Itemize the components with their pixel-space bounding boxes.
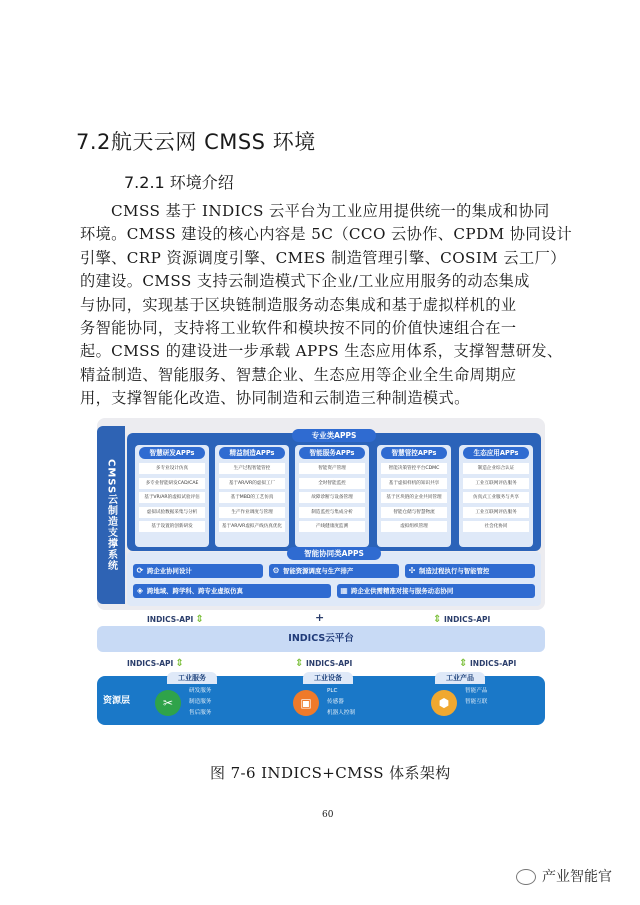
section-heading: 7.2航天云网 CMSS 环境	[76, 130, 316, 154]
column-title: 智慧管控APPs	[381, 447, 447, 459]
up-down-arrow-icon: ⇕	[195, 614, 204, 625]
resource-item: 传感器	[327, 699, 344, 705]
body-paragraph	[80, 200, 573, 411]
api-label-text: INDICS-API	[470, 659, 517, 668]
api-label	[147, 614, 204, 625]
app-item: 生产过程智能管控	[219, 463, 285, 474]
collab-item-label: 跨企业供需精准对接与服务动态协同	[351, 587, 454, 595]
paragraph-line: 务智能协同，支持将工业软件和模块按不同的价值快速组合在一	[80, 319, 517, 338]
resource-layer	[97, 676, 545, 725]
architecture-diagram	[97, 418, 545, 725]
resource-title: 工业服务	[167, 672, 217, 684]
app-item: 基于虚拟样机的知识共享	[381, 478, 447, 489]
resource-item: PLC	[327, 688, 338, 694]
resource-item: 研发服务	[189, 688, 212, 694]
app-column	[135, 445, 209, 547]
app-item: 社会化协同	[463, 521, 529, 532]
up-down-arrow-icon: ⇕	[459, 658, 468, 669]
api-label	[457, 658, 516, 669]
grid-icon: ▦	[340, 586, 348, 595]
resource-item: 智能产品	[465, 688, 488, 694]
app-item: 虚拟组织管理	[381, 521, 447, 532]
app-item: 基于AR/VR的虚拟工厂	[219, 478, 285, 489]
professional-apps-label: 专业类APPS	[292, 429, 376, 442]
app-item: 工业互联网评估服务	[463, 478, 529, 489]
app-item: 多专业设计仿真	[139, 463, 205, 474]
app-column	[459, 445, 533, 547]
collab-item-label: 智能资源调度与生产排产	[283, 567, 354, 575]
page-number: 60	[322, 810, 334, 820]
plus-sign: +	[315, 611, 325, 624]
app-item: 生产作业调度与管理	[219, 507, 285, 518]
resource-layer-label: 资源层	[103, 696, 131, 706]
cube-icon: ⬢	[431, 690, 457, 716]
api-label-text: INDICS-API	[147, 615, 194, 624]
api-label	[293, 658, 352, 669]
network-icon: ✣	[408, 566, 416, 575]
api-label-text: INDICS-API	[306, 659, 353, 668]
app-item: 基于设置的创新研发	[139, 521, 205, 532]
professional-apps-area	[127, 433, 541, 551]
collab-item	[133, 564, 263, 578]
wechat-icon	[516, 869, 536, 885]
app-item: 虚拟试验数据采集与分析	[139, 507, 205, 518]
app-item: 智能仓储与智慧物流	[381, 507, 447, 518]
collab-apps-label: 智能协同类APPS	[287, 547, 381, 560]
up-down-arrow-icon: ⇕	[295, 658, 304, 669]
collab-item-label: 跨地域、跨学科、跨专业虚拟仿真	[147, 587, 243, 595]
collab-item	[269, 564, 399, 578]
paragraph-line: 的建设。CMSS 支持云制造模式下企业/工业应用服务的动态集成	[80, 272, 530, 291]
resource-item: 制造服务	[189, 699, 212, 705]
app-column	[295, 445, 369, 547]
paragraph-line: 环境。CMSS 建设的核心内容是 5C（CCO 云协作、CPDM 协同设计	[80, 225, 573, 244]
app-item: 全时智能监控	[299, 478, 365, 489]
app-item: 基于VR/AR的虚拟试验评估	[139, 492, 205, 503]
api-label-text: INDICS-API	[127, 659, 174, 668]
app-column	[215, 445, 289, 547]
up-down-arrow-icon: ⇕	[433, 614, 442, 625]
app-item: 制造企业综合认证	[463, 463, 529, 474]
api-label	[127, 658, 184, 669]
watermark-text: 产业智能官	[542, 869, 612, 885]
column-title: 智能服务APPs	[299, 447, 365, 459]
indics-platform: INDICS云平台	[97, 626, 545, 652]
paragraph-line: CMSS 基于 INDICS 云平台为工业应用提供统一的集成和协同	[111, 202, 550, 220]
app-item: 基于AR/VR虚拟产线仿真优化	[219, 521, 285, 532]
subsection-heading: 7.2.1 环境介绍	[124, 173, 234, 192]
up-down-arrow-icon: ⇕	[175, 658, 184, 669]
collab-item-label: 制造过程执行与智能管控	[419, 567, 490, 575]
figure-caption: 图 7-6 INDICS+CMSS 体系架构	[210, 764, 451, 782]
paragraph-line: 与协同，实现基于区块链制造服务动态集成和基于虚拟样机的业	[80, 295, 517, 314]
app-item: 智能资产管理	[299, 463, 365, 474]
monitor-icon: ▣	[293, 690, 319, 716]
cmss-layer	[97, 418, 545, 610]
paragraph-line: 引擎、CRP 资源调度引擎、CMES 制造管理引擎、COSIM 云工厂）	[80, 248, 566, 267]
column-title: 智慧研发APPs	[139, 447, 205, 459]
resource-column	[431, 674, 543, 722]
paragraph-line: 起。CMSS 的建设进一步承载 APPS 生态应用体系，支撑智慧研发、	[80, 342, 563, 361]
watermark	[516, 866, 612, 886]
resource-item: 智能互联	[465, 699, 488, 705]
collab-item	[405, 564, 535, 578]
app-item: 仿真式工业服务与共享	[463, 492, 529, 503]
app-item: 产线健康度监测	[299, 521, 365, 532]
resource-item: 机器人控制	[327, 710, 355, 716]
collab-item-label: 跨企业协同设计	[147, 567, 192, 575]
app-item: 智能决策管控平台CDMC	[381, 463, 447, 474]
resource-title: 工业设备	[303, 672, 353, 684]
collab-apps-area	[127, 549, 541, 606]
cmss-side-label: CMSS云制造支撑系统	[97, 426, 125, 604]
cycle-icon: ⟳	[136, 566, 144, 575]
resource-column	[293, 674, 405, 722]
resource-column	[155, 674, 267, 722]
diamond-icon: ◈	[136, 586, 144, 595]
app-item: 故障诊断与设备管理	[299, 492, 365, 503]
gear-icon: ⚙	[272, 566, 280, 575]
app-column	[377, 445, 451, 547]
tools-icon: ✂	[155, 690, 181, 716]
resource-title: 工业产品	[435, 672, 485, 684]
app-item: 基于区块链的企业共同管理	[381, 492, 447, 503]
collab-item	[133, 584, 331, 598]
paragraph-line: 精益制造、智能服务、智慧企业、生态应用等企业全生命周期应	[80, 365, 517, 384]
paragraph-line: 用，支撑智能化改造、协同制造和云制造三种制造模式。	[80, 389, 470, 408]
resource-item: 售后服务	[189, 710, 212, 716]
api-label	[431, 614, 490, 625]
collab-item	[337, 584, 535, 598]
app-item: 工业互联网评估服务	[463, 507, 529, 518]
api-label-text: INDICS-API	[444, 615, 491, 624]
column-title: 生态应用APPs	[463, 447, 529, 459]
column-title: 精益制造APPs	[219, 447, 285, 459]
app-item: 制造监控与集成分析	[299, 507, 365, 518]
app-item: 基于MBD的工艺仿真	[219, 492, 285, 503]
app-item: 多专业智能研发CAD/CAE	[139, 478, 205, 489]
